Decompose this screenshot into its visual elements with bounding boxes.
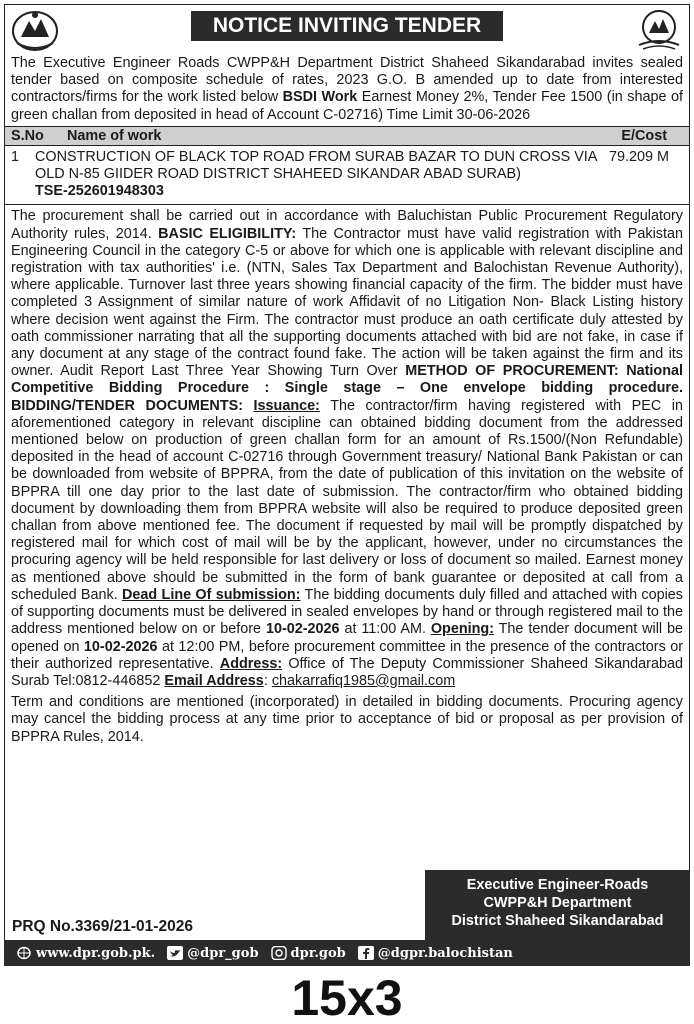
body-text: The Contractor must have valid registration with Pakistan Engineering Council in the category C-5 or above for which one is applicable with relevant discipline and registration with tax authorities' i.e. (NTN, Sales Tax Department and Balochistan Revenue Authority), where applicable. Turnover last three years showing financial capacity of the firm. The bidder must have completed 3 Assignment of similar nature of work Affidavit of no Litigation Non- Black Listing history where decision went against the Firm. The contractor must produce an oath certificate duly attested by oath commissioner narrating that all the supporting documents attached with bid are not fake, in case if any document at any stage of the contract found fake. The action will be taken against the firm and its owner. Audit Report Last Three Year Showing Turn Over (11, 225, 683, 380)
website-text: www.dpr.gob.pk. (36, 945, 156, 961)
instagram-text: dpr.gob (290, 945, 346, 961)
col-sno-header: S.No (11, 127, 44, 144)
facebook-item[interactable] (358, 946, 513, 961)
website-item[interactable] (16, 946, 155, 961)
signature-block (425, 870, 690, 940)
opening-date: 10-02-2026 (83, 638, 158, 655)
row-name (35, 149, 603, 201)
twitter-text: @dpr_gob (187, 945, 259, 961)
body-text: The contractor/firm having registered with PEC in aforementioned category in relevant discipline can obtained bidding document from the addressed mentioned below on production of green challan form for an amount of Rs.1500/(Non Refundable) deposited in the head of account C-02716 through Government treasury/ National Bank Pakistan or can be downloaded from website of BPPRA, from the date of publication of this invitation on the website of BPPRA till one day prior to the last date of submission. The contractor/firm who obtained bidding document by downloading them from BPPRA website will also be required to produce deposited green challan from above mentioned fee. The document if requested by mail will be promptly dispatched by registered mail for which cost of mail will be by the applicant, however, under no circumstances the procuring agency will be held responsible for last delivery or loss of document so mailed. Earnest money as mentioned above should be submitted in the form of bank guarantee or deposited at call from a scheduled Bank. (11, 397, 684, 603)
twitter-icon (167, 946, 183, 960)
body-text: at 12:00 PM, before procurement committee in the presence of the contractors or their authorized representative. (11, 638, 683, 672)
eligibility-heading: BASIC ELIGIBILITY: (158, 225, 297, 242)
intro-text-2: Earnest Money 2%, Tender Fee 1500 (in shape of green challan from deposited in head of Account C-02716) Time Limit 30-06-2026 (11, 89, 683, 123)
government-seal-icon (633, 7, 685, 53)
facebook-icon (358, 946, 374, 960)
notice-header (5, 5, 689, 55)
row-cost: 79.209 M (608, 148, 669, 165)
instagram-icon (271, 946, 287, 960)
body-text: The tender document will be opened on (11, 621, 683, 655)
work-type: BSDI Work (282, 89, 358, 106)
globe-icon (16, 946, 32, 960)
table-header (5, 126, 689, 146)
body-text: : (263, 672, 272, 689)
col-name-header: Name of work (67, 127, 162, 144)
signature-line-2: CWPP&H Department (483, 895, 632, 911)
table-row (5, 146, 689, 206)
issuance-heading: Issuance: (253, 397, 320, 414)
submission-date: 10-02-2026 (265, 621, 340, 638)
opening-heading: Opening: (430, 621, 495, 638)
row-sno: 1 (11, 148, 20, 165)
notice-title: NOTICE INVITING TENDER (191, 11, 503, 41)
tse-number: TSE-252601948303 (35, 183, 164, 200)
twitter-item[interactable] (167, 946, 258, 961)
ad-size-label: 15x3 (291, 970, 403, 1024)
body-text: The procurement shall be carried out in accordance with Baluchistan Public Procurement Regulatory Authority rules, 2014. (11, 208, 683, 242)
body-text: at 11:00 AM. (339, 621, 431, 638)
instagram-item[interactable] (271, 946, 346, 961)
body-text: Office of The Deputy Commissioner Shaheed Sikandarabad Surab Tel:0812-446852 (11, 655, 683, 689)
facebook-text: @dgpr.balochistan (377, 945, 513, 961)
intro-paragraph (5, 55, 689, 124)
address-heading: Address: (219, 655, 283, 672)
email-heading: Email Address (164, 672, 264, 689)
signature-line-1: Executive Engineer-Roads (466, 877, 649, 893)
signature-line-3: District Shaheed Sikandarabad (451, 913, 664, 929)
intro-text: The Executive Engineer Roads CWPP&H Department District Shaheed Sikandarabad invites sealed tender based on composite schedule of rates, 2023 G.O. B amended up to date from interested contractors/firms for the work listed below (11, 55, 683, 106)
method-heading: METHOD OF PROCUREMENT: National Competitive Bidding Procedure : Single stage – One envelope bidding procedure. BIDDING/TENDER DOCUMENTS: (11, 363, 683, 414)
prq-number: PRQ No.3369/21-01-2026 (12, 918, 193, 935)
terms-paragraph: Term and conditions are mentioned (incorporated) in detailed in bidding documents. Procuring agency may cancel the bidding process at any time prior to acceptance of bid or proposal as per provision of BPPRA Rules, 2014. (11, 694, 683, 745)
body-paragraph (5, 208, 689, 690)
email-link[interactable]: chakarrafiq1985@gmail.com (271, 672, 456, 689)
deadline-heading: Dead Line Of submission: (122, 586, 301, 603)
balochistan-emblem-icon (9, 7, 61, 53)
body-text: The bidding documents duly filled and attached with copies of supporting documents must be delivered in sealed envelopes by hand or through registered mail to the address mentioned below on or before (11, 586, 684, 638)
col-cost-header: E/Cost (621, 127, 667, 144)
social-footer (4, 940, 690, 966)
notice-frame (4, 4, 690, 966)
work-name: CONSTRUCTION OF BLACK TOP ROAD FROM SURAB BAZAR TO DUN CROSS VIA OLD N-85 GIIDER ROAD DISTRICT SHAHEED SIKANDAR ABAD SURAB) (35, 148, 597, 183)
